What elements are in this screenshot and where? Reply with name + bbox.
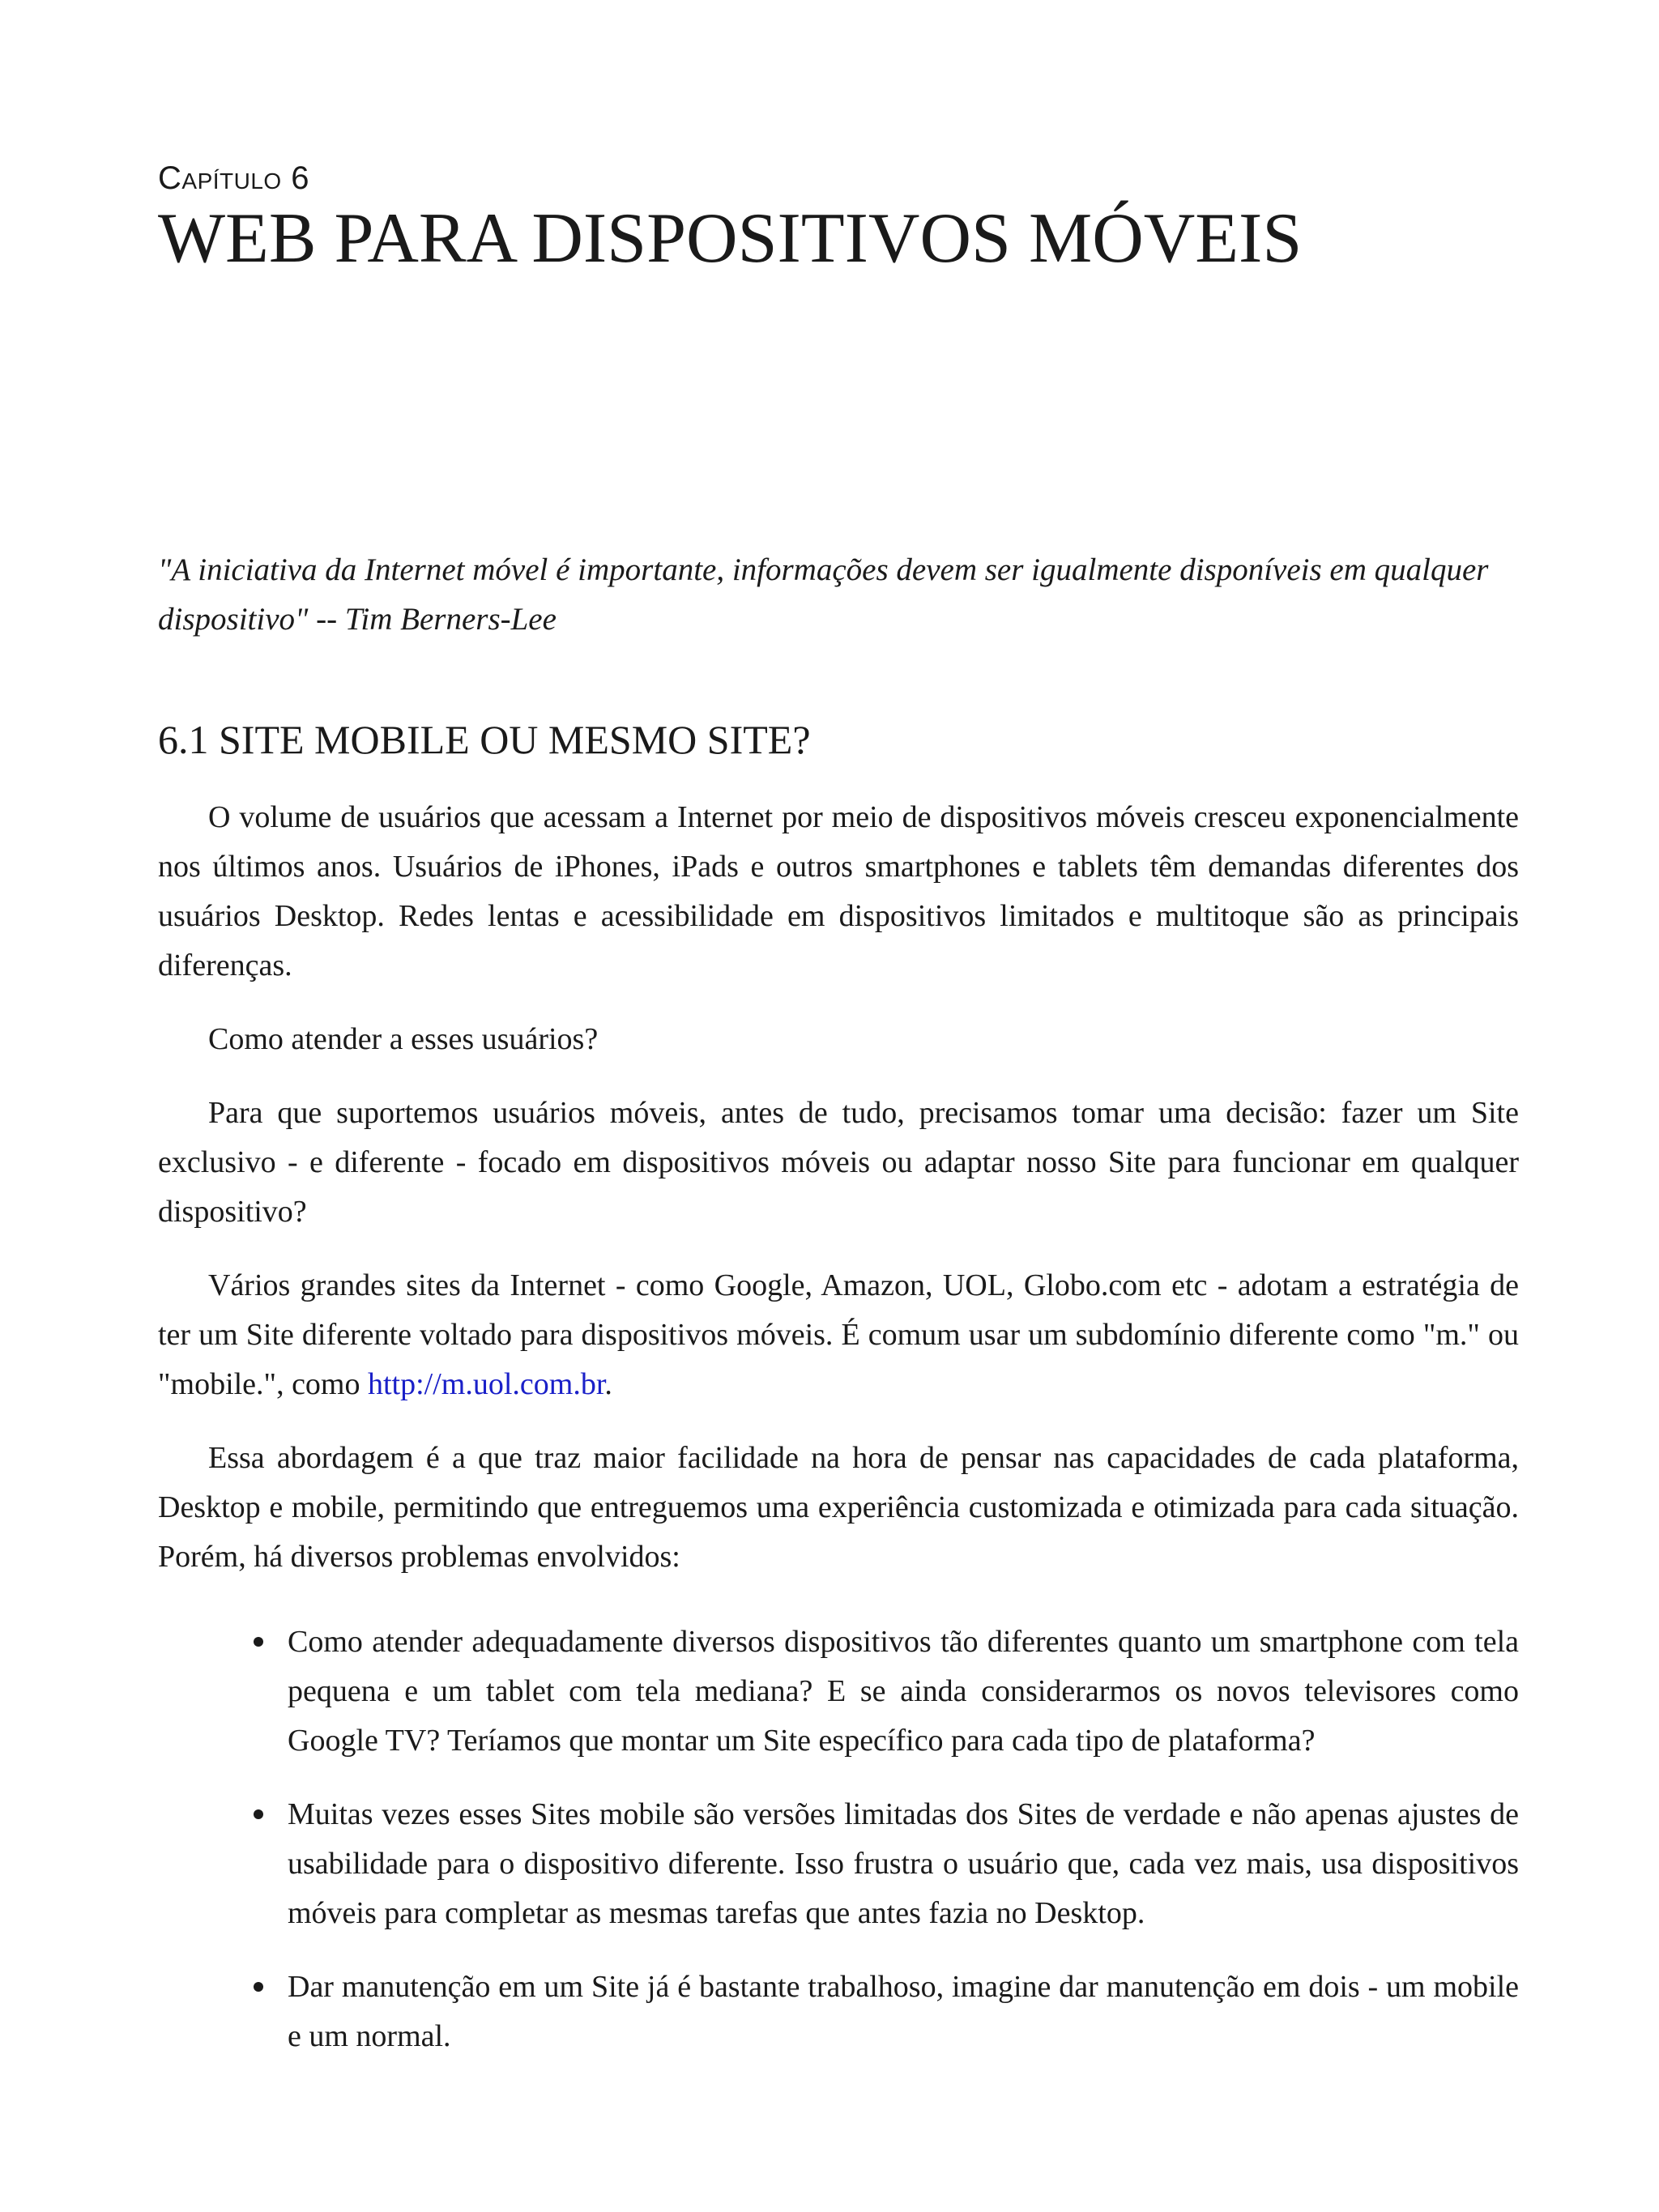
list-item-text: Muitas vezes esses Sites mobile são versões limitadas dos Sites de verdade e não apenas ajustes de usabilidade para o dispositivo diferente. Isso frustra o usuário que, cada vez mais, usa dispositivos móveis para completar as mesmas tarefas que antes fazia no Desktop. [288, 1797, 1519, 1930]
uol-mobile-link[interactable]: http://m.uol.com.br [368, 1367, 605, 1401]
paragraph-4-end: . [604, 1367, 612, 1401]
paragraph-4-text: Vários grandes sites da Internet - como Google, Amazon, UOL, Globo.com etc - adotam a estratégia de ter um Site diferente voltado para dispositivos móveis. É comum usar um subdomínio diferente como "m." ou "mobile.", como [158, 1268, 1519, 1401]
list-item-text: Como atender adequadamente diversos dispositivos tão diferentes quanto um smartphone com tela pequena e um tablet com tela mediana? E se ainda considerarmos os novos televisores como Google TV? Teríamos que montar um Site específico para cada tipo de plataforma? [288, 1625, 1519, 1758]
paragraph-4 [158, 1261, 1519, 1409]
paragraph-5: Essa abordagem é a que traz maior facilidade na hora de pensar nas capacidades de cada plataforma, Desktop e mobile, permitindo que entreguemos uma experiência customizada e otimizada para cada situação. Porém, há diversos problemas envolvidos: [158, 1441, 1519, 1574]
chapter-title: WEB PARA DISPOSITIVOS MÓVEIS [158, 199, 1303, 278]
problems-list [158, 1617, 1519, 2061]
list-item [288, 1617, 1519, 1766]
list-item-text: Dar manutenção em um Site já é bastante trabalhoso, imagine dar manutenção em dois - um mobile e um normal. [288, 1970, 1519, 2053]
list-item [288, 1790, 1519, 1938]
paragraph-2: Como atender a esses usuários? [208, 1022, 599, 1056]
document-page [158, 158, 1519, 2086]
section-title: 6.1 SITE MOBILE OU MESMO SITE? [158, 717, 811, 762]
bullet-icon [254, 1982, 263, 1992]
bullet-icon [254, 1637, 263, 1647]
paragraph-1: O volume de usuários que acessam a Internet por meio de dispositivos móveis cresceu exponencialmente nos últimos anos. Usuários de iPhones, iPads e outros smartphones e tablets têm demandas diferentes dos usuários Desktop. Redes lentas e acessibilidade em dispositivos limitados e multitoque são as principais diferenças. [158, 800, 1519, 982]
paragraph-3: Para que suportemos usuários móveis, antes de tudo, precisamos tomar uma decisão: fazer um Site exclusivo - e diferente - focado em dispositivos móveis ou adaptar nosso Site para funcionar em qualquer dispositivo? [158, 1096, 1519, 1229]
list-item [288, 1963, 1519, 2061]
bullet-icon [254, 1809, 263, 1819]
chapter-label: Capítulo 6 [158, 160, 310, 196]
epigraph-quote: "A iniciativa da Internet móvel é importante, informações devem ser igualmente disponíveis em qualquer dispositivo" -- Tim Berners-Lee [158, 552, 1489, 637]
